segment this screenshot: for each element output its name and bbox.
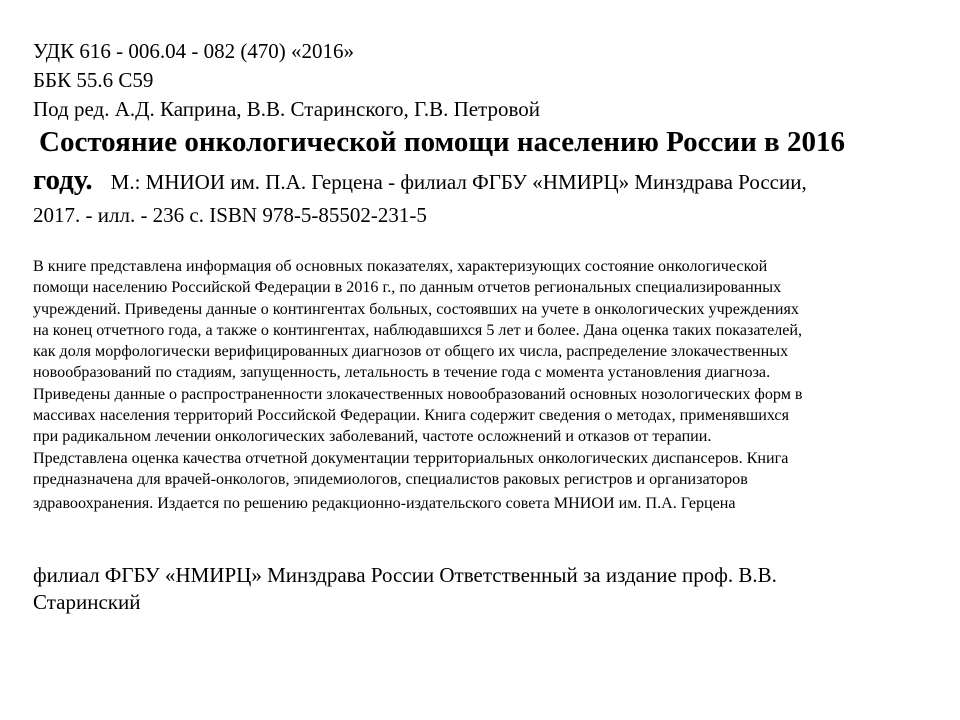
abstract-line: В книге представлена информация об основных показателях, характеризующих состояние онкологической xyxy=(33,258,768,275)
abstract-line: Представлена оценка качества отчетной документации территориальных онкологических диспансеров. Книга xyxy=(33,449,789,467)
title-publisher-line xyxy=(33,163,933,202)
publisher-info: М.: МНИОИ им. П.А. Герцена - филиал ФГБУ «НМИРЦ» Минздрава России, xyxy=(110,170,807,194)
isbn-line: 2017. - илл. - 236 с. ISBN 978-5-85502-231-5 xyxy=(33,203,427,227)
book-title-end: году. xyxy=(33,164,93,196)
footer-line: филиал ФГБУ «НМИРЦ» Минздрава России Ответственный за издание проф. В.В. xyxy=(33,563,777,587)
udk-code: УДК 616 - 006.04 - 082 (470) «2016» xyxy=(33,39,355,63)
responsible-editor-note xyxy=(33,562,777,616)
abstract-line: учреждений. Приведены данные о контингентах больных, состоявших на учете в онкологических учреждениях xyxy=(33,300,799,318)
abstract-line: здравоохранения. Издается по решению редакционно-издательского совета МНИОИ им. П.А. Герцена xyxy=(33,495,736,513)
abstract-line: Приведены данные о распространенности злокачественных новообразований основных нозологических форм в xyxy=(33,385,803,403)
footer-line: Старинский xyxy=(33,590,141,614)
abstract-line: при радикальном лечении онкологических заболеваний, частоте осложнений и отказов от терапии. xyxy=(33,428,712,446)
abstract-line: на конец отчетного года, а также о контингентах, наблюдавшихся 5 лет и более. Дана оценка таких показателей, xyxy=(33,321,803,339)
abstract-line: новообразований по стадиям, запущенность, летальность в течение года с момента установления диагноза. xyxy=(33,364,771,382)
title-block xyxy=(33,124,933,228)
abstract-line: предназначена для врачей-онкологов, эпидемиологов, специалистов раковых регистров и организаторов xyxy=(33,470,748,488)
editors-line: Под ред. А.Д. Каприна, В.В. Старинского, Г.В. Петровой xyxy=(33,97,541,121)
abstract-paragraph xyxy=(33,256,938,515)
book-title: Состояние онкологической помощи населению России в 2016 xyxy=(39,126,845,158)
bbk-code: ББК 55.6 С59 xyxy=(33,68,154,92)
abstract-line: помощи населению Российской Федерации в 2016 г., по данным отчетов региональных специализированных xyxy=(33,279,782,297)
abstract-line: массивах населения территорий Российской Федерации. Книга содержит сведения о методах, применявшихся xyxy=(33,407,789,425)
abstract-line: как доля морфологически верифицированных диагнозов от общего их числа, распределение злокачественных xyxy=(33,343,789,361)
